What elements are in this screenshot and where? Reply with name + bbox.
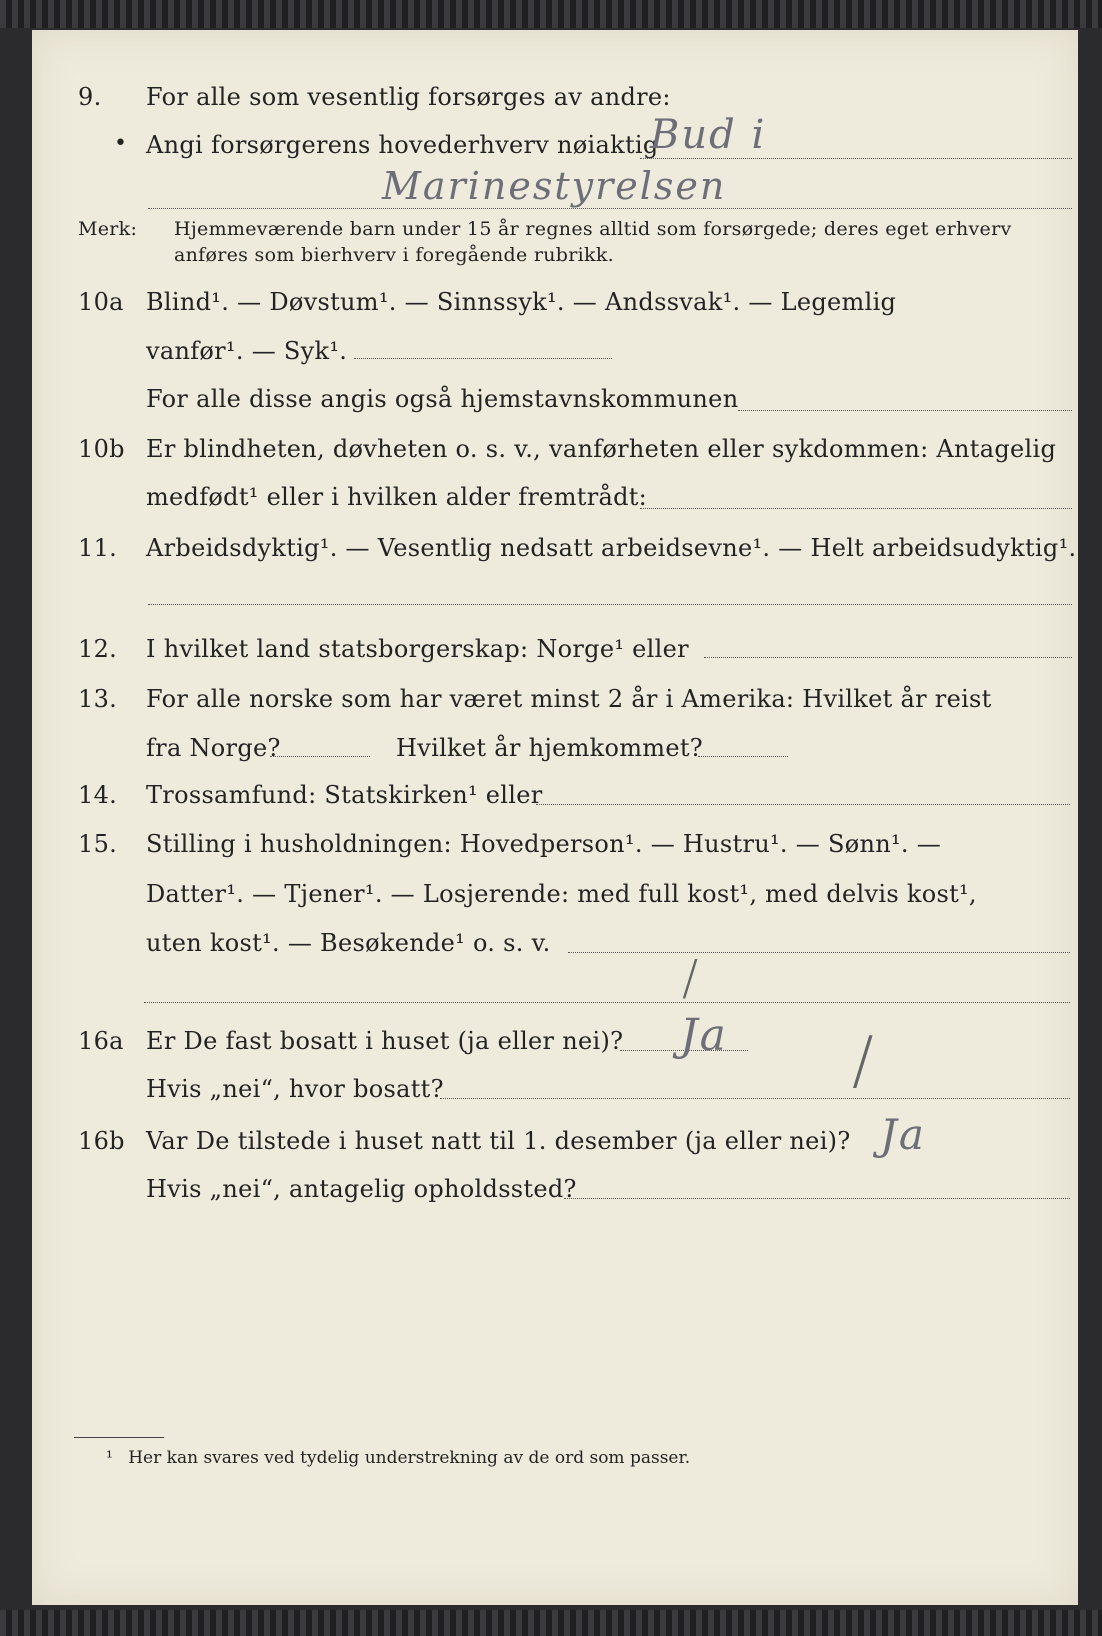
footnote-marker: ¹ — [106, 1448, 113, 1468]
handwritten-answer: Bud i — [650, 112, 767, 158]
form-page — [32, 30, 1078, 1605]
answer-line — [564, 1198, 1070, 1199]
answer-line — [354, 358, 612, 359]
answer-line — [568, 952, 1070, 953]
answer-line — [144, 1002, 1070, 1003]
question-number: 14. — [78, 781, 118, 809]
question-number: 9. — [78, 83, 102, 111]
answer-line — [738, 410, 1072, 411]
answer-line — [440, 1098, 1070, 1099]
handwritten-mark: / — [852, 1024, 874, 1098]
question-text: I hvilket land statsborgerskap: Norge¹ eller — [146, 635, 689, 663]
question-text: Er blindheten, døvheten o. s. v., vanførheten eller sykdommen: Antagelig — [146, 435, 1057, 463]
note-text: Hjemmeværende barn under 15 år regnes alltid som forsørgede; deres eget erhverv — [174, 218, 1012, 240]
note-label: Merk: — [78, 218, 138, 240]
question-text: Trossamfund: Statskirken¹ eller — [146, 781, 543, 809]
question-text: Blind¹. — Døvstum¹. — Sinnssyk¹. — Andssvak¹. — Legemlig — [146, 288, 897, 316]
question-number: 10a — [78, 288, 124, 316]
answer-line — [704, 657, 1072, 658]
question-text: For alle som vesentlig forsørges av andre: — [146, 83, 671, 111]
question-text: Stilling i husholdningen: Hovedperson¹. — Hustru¹. — Sønn¹. — — [146, 830, 942, 858]
scan-border-top — [0, 0, 1102, 28]
answer-line — [148, 604, 1072, 605]
question-number: 15. — [78, 830, 118, 858]
handwritten-answer: Ja — [880, 1110, 926, 1159]
answer-line — [148, 208, 1072, 209]
handwritten-answer: Marinestyrelsen — [382, 164, 727, 208]
footnote-text: Her kan svares ved tydelig understrekning av de ord som passer. — [128, 1448, 691, 1468]
handwritten-answer: Ja — [680, 1010, 728, 1061]
question-text: fra Norge? — [146, 734, 281, 762]
scan-border-bottom — [0, 1610, 1102, 1636]
answer-line — [640, 508, 1072, 509]
question-text: Arbeidsdyktig¹. — Vesentlig nedsatt arbeidsevne¹. — Helt arbeidsudyktig¹. — [146, 534, 1077, 562]
question-text: medfødt¹ eller i hvilken alder fremtrådt: — [146, 483, 648, 511]
answer-line — [270, 756, 370, 757]
question-text: Er De fast bosatt i huset (ja eller nei)? — [146, 1027, 624, 1055]
question-text: Var De tilstede i huset natt til 1. desember (ja eller nei)? — [146, 1127, 851, 1155]
handwritten-mark: / — [682, 950, 699, 1006]
question-number: 11. — [78, 534, 118, 562]
question-text: uten kost¹. — Besøkende¹ o. s. v. — [146, 929, 551, 957]
question-number: 12. — [78, 635, 118, 663]
question-text: Datter¹. — Tjener¹. — Losjerende: med full kost¹, med delvis kost¹, — [146, 880, 977, 908]
question-text: For alle norske som har været minst 2 år i Amerika: Hvilket år reist — [146, 685, 992, 713]
footnote — [106, 1448, 690, 1468]
footnote-rule — [74, 1437, 164, 1438]
question-number: 13. — [78, 685, 118, 713]
bullet: • — [114, 131, 128, 156]
question-text: Hvis „nei“, hvor bosatt? — [146, 1075, 444, 1103]
question-text: Angi forsørgerens hovederhverv nøiaktig — [146, 131, 659, 159]
question-number: 10b — [78, 435, 125, 463]
question-number: 16a — [78, 1027, 124, 1055]
question-text: For alle disse angis også hjemstavnskommunen — [146, 385, 739, 413]
answer-line — [536, 804, 1070, 805]
note-text: anføres som bierhverv i foregående rubrikk. — [174, 244, 614, 266]
question-text: Hvis „nei“, antagelig opholdssted? — [146, 1175, 577, 1203]
question-number: 16b — [78, 1127, 125, 1155]
answer-line — [698, 756, 788, 757]
question-text: Hvilket år hjemkommet? — [396, 734, 703, 762]
answer-line — [640, 158, 1072, 159]
question-text: vanfør¹. — Syk¹. — [146, 337, 348, 365]
